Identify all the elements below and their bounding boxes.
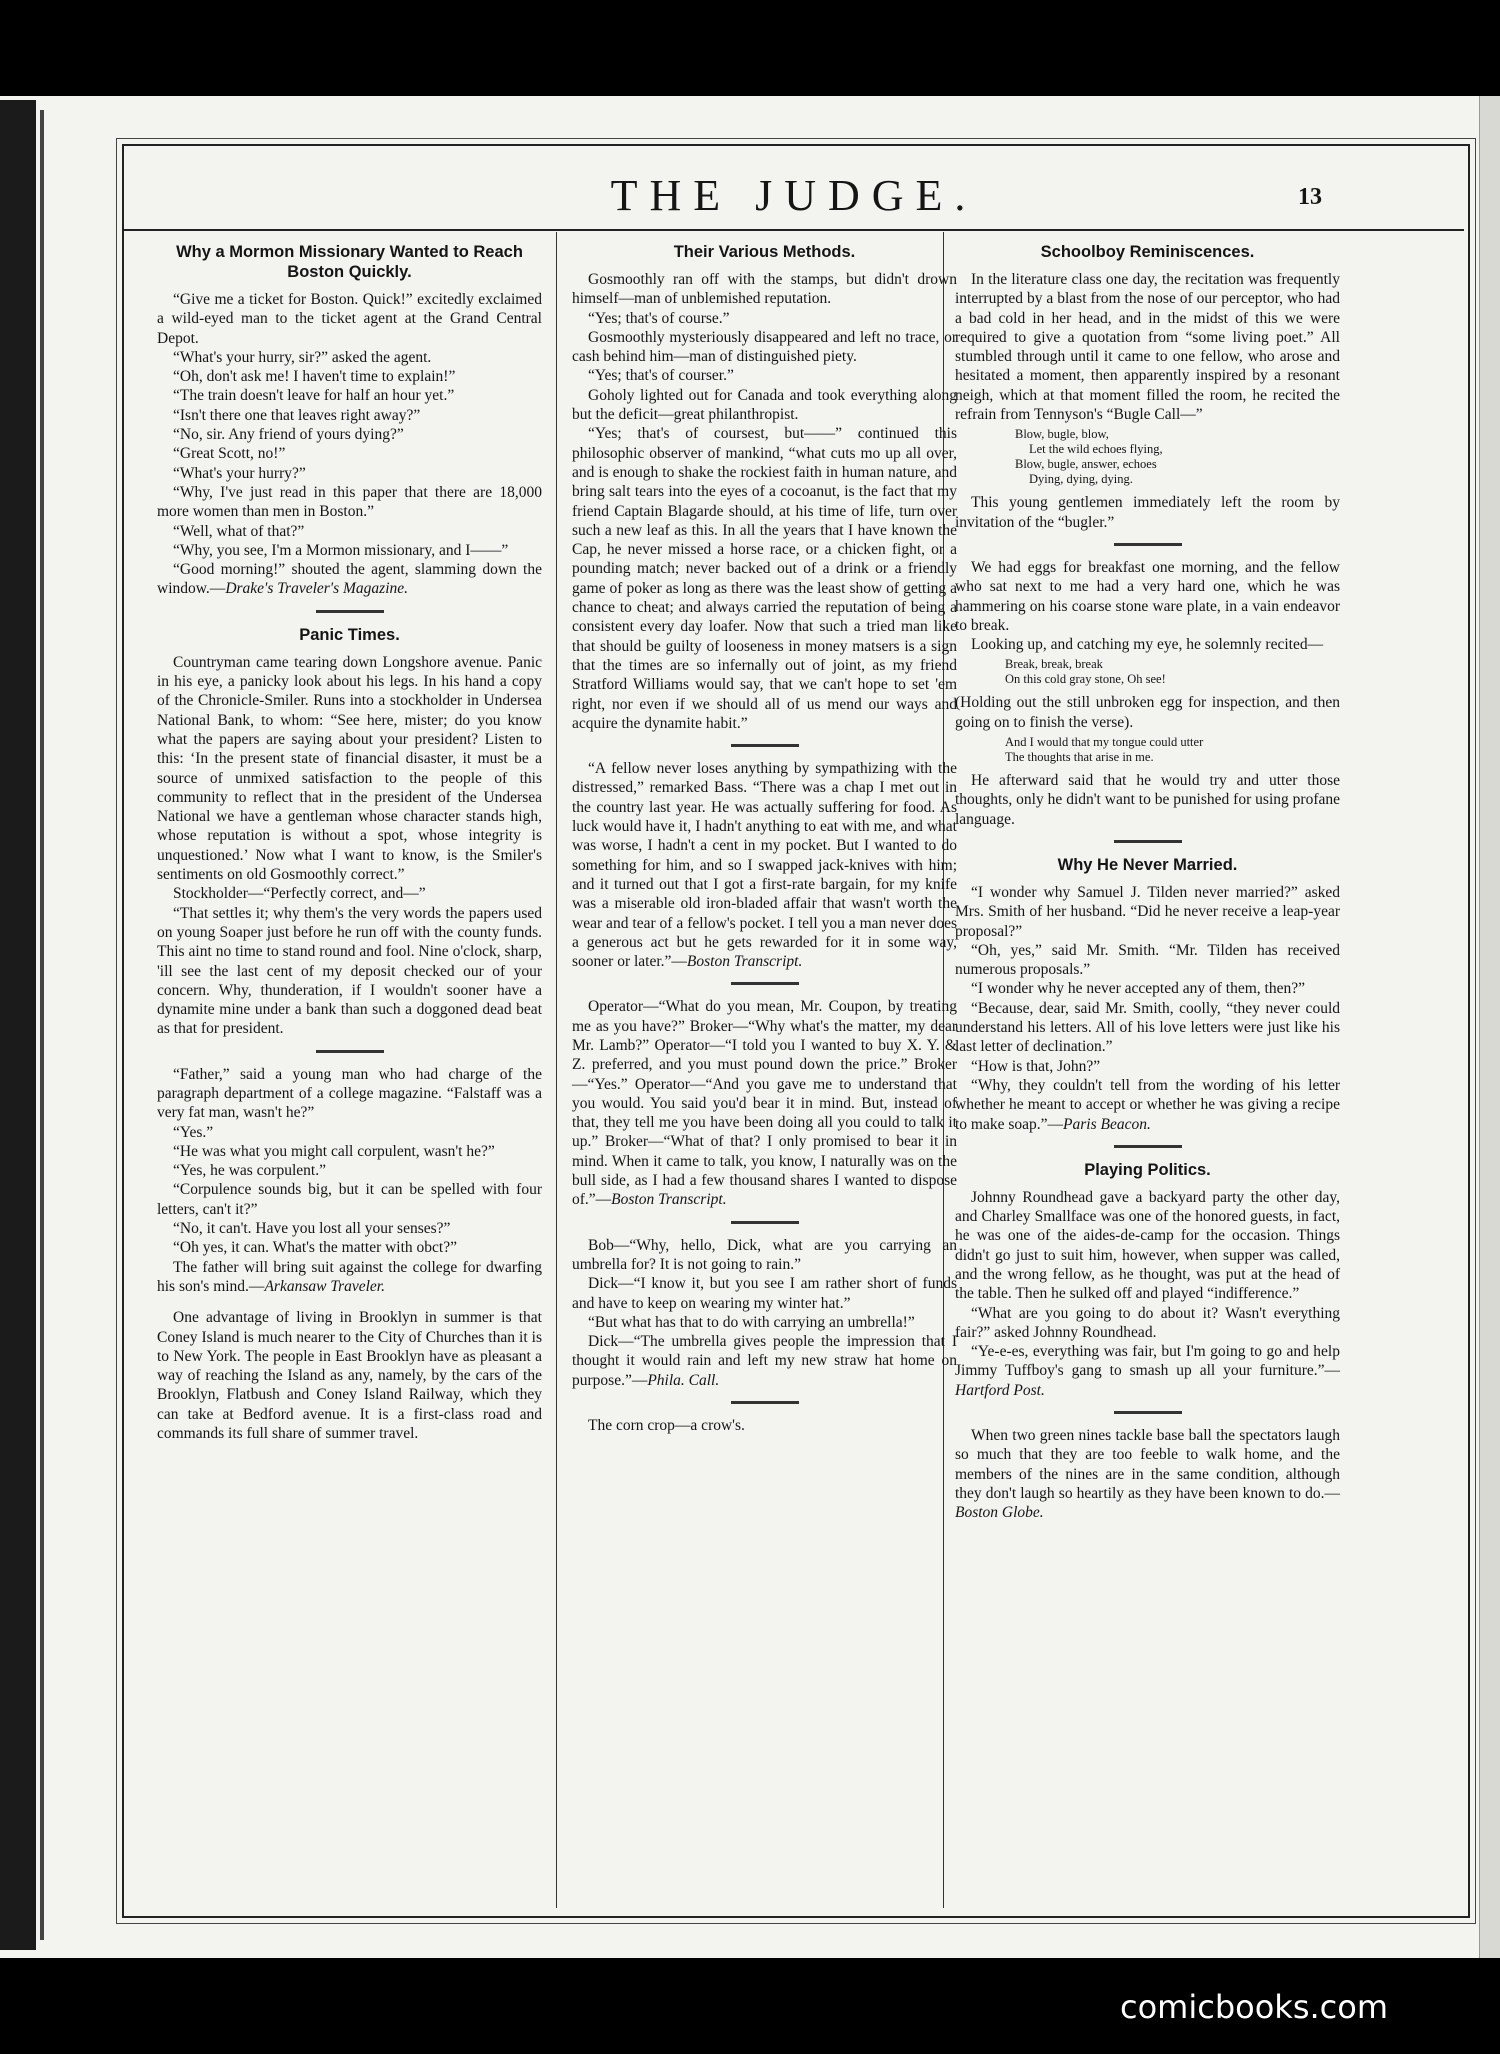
paragraph: “Oh, yes,” said Mr. Smith. “Mr. Tilden has received numerous proposals.” xyxy=(955,941,1340,979)
column-1 xyxy=(157,236,542,1443)
article-title: Their Various Methods. xyxy=(673,243,856,261)
paragraph xyxy=(157,560,542,599)
separator-rule xyxy=(1114,1145,1182,1148)
article-title: Why a Mormon Missionary Wanted to Reach Boston Quickly. xyxy=(176,243,523,281)
page-number: 13 xyxy=(1298,184,1322,210)
paragraph: “Oh, don't ask me! I haven't time to explain!” xyxy=(173,368,456,386)
page-edge xyxy=(1479,96,1500,1958)
paragraph: “Yes; that's of coursest, but——” continued this philosophic observer of mankind, “what cuts mo up all over, and is enough to shake the rockiest faith in human nature, and bring salt tears into the eyes of a cocoanut, is the fact that my friend Captain Blagarde should, at his time of life, turn over such a new leaf as this. In all the years that I have known the Cap, he never missed a horse race, or a chicken fight, or a pounding match; never backed out of a drink or a friendly game of poker as long as there was the least show of getting a chance to cheat; and always carried the reputation of being a consistent every day loafer. Now that such a tried man like that should be guilty of looseness in money matsers is a sign that the times are so infernally out of joint, as my friend Stratford Williams would say, that we can't hope to set 'em right, nor even if we should all of us mend our ways and acquire the dynamite habit.” xyxy=(572,425,957,732)
paragraph: “Give me a ticket for Boston. Quick!” excitedly exclaimed a wild-eyed man to the ticket agent at the Grand Central Depot. xyxy=(157,291,542,347)
paragraph: This young gentlemen immediately left the room by invitation of the “bugler.” xyxy=(955,494,1340,531)
paragraph-text: The father will bring suit against the college for dwarfing his son's mind.— xyxy=(157,1258,542,1295)
paragraph-text: When two green nines tackle base ball the spectators laugh so much that they are too feeble to walk home, and the members of the nines are in the same condition, although they don't laugh so heartily as they have been known to do.— xyxy=(955,1427,1340,1502)
paragraph xyxy=(572,997,957,1209)
verse xyxy=(1005,657,1340,687)
paragraph: (Holding out the still unbroken egg for inspection, and then going on to finish the verse). xyxy=(955,694,1340,731)
paragraph: Gosmoothly mysteriously disappeared and left no trace, or cash behind him—man of distinguished piety. xyxy=(572,328,957,366)
paragraph: “No, sir. Any friend of yours dying?” xyxy=(173,426,404,444)
site-watermark: comicbooks.com xyxy=(1120,1988,1389,2026)
source-credit: Boston Transcript. xyxy=(611,1191,727,1209)
paragraph: “Yes; that's of course.” xyxy=(588,309,730,327)
paragraph: “Why, I've just read in this paper that there are 18,000 more women than men in Boston.” xyxy=(157,483,542,521)
paragraph: “What's your hurry?” xyxy=(173,464,306,482)
source-credit: Hartford Post. xyxy=(955,1381,1045,1399)
paragraph: One advantage of living in Brooklyn in summer is that Coney Island is much nearer to the City of Churches than it is to New York. The people in East Brooklyn have as pleasant a way of reaching the Island as any, namely, by the cars of the Brooklyn, Flatbush and Coney Island Railway, which they can take at Bedford avenue. It is a first-class road and commands its full share of summer travel. xyxy=(157,1309,542,1443)
paragraph xyxy=(157,1258,542,1297)
paragraph xyxy=(955,1076,1340,1134)
verse-line: Blow, bugle, answer, echoes xyxy=(1015,457,1157,472)
article-title: Panic Times. xyxy=(299,625,400,644)
source-credit: Drake's Traveler's Magazine. xyxy=(225,580,409,598)
verse-line: Let the wild echoes flying, xyxy=(1029,442,1163,457)
paragraph: “That settles it; why them's the very words the papers used on young Soaper just before he run off with the county funds. This aint no time to stand round and fool. Nine o'clock, sharp, 'ill see the last cent of my deposit checked our of your concern. Why, thunderation, if I wouldn't sooner have a dynamite mine under a bank than such a doggoned dead beat as that for president. xyxy=(157,904,542,1038)
page-gutter-line xyxy=(40,110,44,1940)
verse-line: Dying, dying, dying. xyxy=(1029,472,1133,487)
column-divider xyxy=(556,232,557,1908)
paragraph: “The train doesn't leave for half an hour yet.” xyxy=(173,387,455,405)
source-credit: Boston Globe. xyxy=(955,1504,1044,1522)
verse-line: The thoughts that arise in me. xyxy=(1005,750,1154,765)
paragraph: He afterward said that he would try and utter those thoughts, only he didn't want to be punished for using profane language. xyxy=(955,772,1340,828)
verse-line: Blow, bugle, blow, xyxy=(1015,427,1109,442)
article-title: Schoolboy Reminiscences. xyxy=(1040,243,1255,261)
paragraph: “No, it can't. Have you lost all your senses?” xyxy=(173,1220,451,1238)
paragraph: “Yes; that's of courser.” xyxy=(588,367,734,385)
separator-rule xyxy=(731,744,799,747)
verse xyxy=(1005,735,1340,765)
separator-rule xyxy=(731,1401,799,1404)
paragraph: “Corpulence sounds big, but it can be spelled with four letters, can't it?” xyxy=(157,1181,542,1218)
paragraph-text: “A fellow never loses anything by sympathizing with the distressed,” remarked Bass. “There was a chap I met out in the country last year. He was actually suffering for food. As luck would have it, I hadn't anything to eat with me, and what was worse, I hadn't a cent in my pocket. But I wanted to do something for him, and so I swapped jack-knives with him; and it turned out that I got a first-rate bargain, for my knife was a miserable old iron-bladed affair that wasn't worth the wear and tear of a fellow's pocket. I tell you a man never does a generous act but he gets rewarded for it in some way, sooner or later.”— xyxy=(572,760,957,971)
paragraph xyxy=(955,1426,1340,1522)
paragraph-text: Operator—“What do you mean, Mr. Coupon, by treating me as you have?” Broker—“Why what's the matter, my dear Mr. Lamb?” Operator—“I told you I wanted to buy X. Y. & Z. preferred, and you must pound down the price.” Broker—“Yes.” Operator—“And you gave me to understand that you would. You said you'd bear it in mind. But, instead of that, they tell me you have been doing all you could to talk it up.” Broker—“What of that? I only promised to bear it in mind. When it came to talk, you know, I naturally was on the bull side, as I had a few thousand shares I wanted to dispose of.”— xyxy=(572,998,957,1209)
paragraph xyxy=(572,1332,957,1390)
separator-rule xyxy=(316,610,384,613)
paragraph: “But what has that to do with carrying an umbrella!” xyxy=(588,1313,915,1331)
article-title: Why He Never Married. xyxy=(1057,855,1238,874)
paragraph: “What are you going to do about it? Wasn't everything fair?” asked Johnny Roundhead. xyxy=(955,1304,1340,1341)
paragraph: “Yes.” xyxy=(173,1123,214,1141)
paragraph: “He was what you might call corpulent, wasn't he?” xyxy=(173,1142,495,1160)
source-credit: Paris Beacon. xyxy=(1063,1115,1151,1133)
paragraph: Johnny Roundhead gave a backyard party the other day, and Charley Smallface was one of the honored guests, in fact, he was one of the aides-de-camp for the occasion. Things didn't go just to suit him, however, when supper was called, and the wrong fellow, as he thought, was put at the head of the table. Then he sulked off and played “indifference.” xyxy=(955,1188,1340,1303)
article-title: Playing Politics. xyxy=(1084,1160,1211,1179)
separator-rule xyxy=(1114,1411,1182,1414)
source-credit: Boston Transcript. xyxy=(686,953,803,971)
column-3 xyxy=(955,236,1340,1523)
paragraph-text: “Ye-e-es, everything was fair, but I'm going to go and help Jimmy Tuffboy's gang to smash up all your furniture.”— xyxy=(955,1343,1340,1380)
paragraph xyxy=(572,759,957,971)
paragraph: Looking up, and catching my eye, he solemnly recited— xyxy=(971,636,1324,654)
source-credit: Phila. Call. xyxy=(647,1371,720,1389)
paragraph: The corn crop—a crow's. xyxy=(588,1417,745,1435)
paragraph: Dick—“I know it, but you see I am rather short of funds and have to keep on wearing my winter hat.” xyxy=(572,1275,957,1312)
paragraph: “Oh yes, it can. What's the matter with obct?” xyxy=(173,1239,457,1257)
paragraph-text: Dick—“The umbrella gives people the impression that I thought it would rain and left my new straw hat home on purpose.”— xyxy=(572,1333,957,1389)
separator-rule xyxy=(731,1221,799,1224)
paragraph: “Yes, he was corpulent.” xyxy=(173,1162,326,1180)
paragraph: Goholy lighted out for Canada and took everything along but the deficit—great philanthropist. xyxy=(572,386,957,424)
paragraph: “Well, what of that?” xyxy=(173,522,305,540)
paragraph: Bob—“Why, hello, Dick, what are you carrying an umbrella for? It is not going to rain.” xyxy=(572,1236,957,1273)
paragraph: “Great Scott, no!” xyxy=(173,445,286,463)
separator-rule xyxy=(1114,543,1182,546)
separator-rule xyxy=(1114,840,1182,843)
paragraph: “How is that, John?” xyxy=(971,1057,1101,1075)
paragraph: Stockholder—“Perfectly correct, and—” xyxy=(173,885,426,903)
paragraph: “What's your hurry, sir?” asked the agent. xyxy=(173,348,432,366)
paragraph-text: “Good morning!” shouted the agent, slamming down the window.— xyxy=(157,561,542,598)
verse-line: On this cold gray stone, Oh see! xyxy=(1005,672,1166,687)
paragraph: In the literature class one day, the recitation was frequently interrupted by a blast from the nose of our perceptor, who had a bad cold in her head, and in the midst of this we were required to give a quotation from “some living poet.” All stumbled through until it came to one fellow, who arose and hesitated a moment, then apparently inspired by a resonant neigh, which at that moment filled the room, he recited the refrain from Tennyson's “Bugle Call—” xyxy=(955,271,1340,424)
separator-rule xyxy=(316,1050,384,1053)
paragraph: We had eggs for breakfast one morning, and the fellow who sat next to me had a very hard one, which he was hammering on his coarse stone ware plate, in a vain endeavor to break. xyxy=(955,558,1340,634)
paragraph-text: “Why, they couldn't tell from the wording of his letter whether he meant to accept or whether he was giving a recipe to make soap.”— xyxy=(955,1076,1340,1133)
paragraph xyxy=(955,1342,1340,1400)
separator-rule xyxy=(731,982,799,985)
paragraph: “I wonder why he never accepted any of them, then?” xyxy=(971,980,1305,998)
verse-line: Break, break, break xyxy=(1005,657,1103,672)
page-gutter xyxy=(0,100,36,1950)
paragraph: “Father,” said a young man who had charge of the paragraph department of a college magazine. “Falstaff was a very fat man, wasn't he?” xyxy=(157,1065,542,1122)
paragraph: “Why, you see, I'm a Mormon missionary, and I——” xyxy=(173,541,509,559)
paragraph: “Because, dear, said Mr. Smith, coolly, “they never could understand his letters. All of his love letters were just like his last letter of declination.” xyxy=(955,999,1340,1056)
verse-line: And I would that my tongue could utter xyxy=(1005,735,1204,750)
masthead-rule xyxy=(124,229,1464,231)
column-2 xyxy=(572,236,957,1435)
paragraph: “I wonder why Samuel J. Tilden never married?” asked Mrs. Smith of her husband. “Did he never receive a leap-year proposal?” xyxy=(955,883,1340,940)
masthead-title: THE JUDGE. xyxy=(610,171,978,220)
paragraph: Gosmoothly ran off with the stamps, but didn't drown himself—man of unblemished reputation. xyxy=(572,271,957,308)
paragraph: Countryman came tearing down Longshore avenue. Panic in his eye, a panicky look about his legs. In his hand a copy of the Chronicle-Smiler. Runs into a stockholder in Undersea National Bank, to whom: “See here, mister; do you know what the papers are saying about your president? Listen to this: ‘In the present state of financial disaster, it must be a source of unmixed satisfaction to the people of this community to reflect that in the president of the Undersea National we have a gentleman whose character stands high, whose reputation is without a spot, whose integrity is unquestioned.’ Now what I want to know, is the Smiler's sentiments on old Gosmoothly correct.” xyxy=(157,653,542,884)
paragraph: “Isn't there one that leaves right away?” xyxy=(173,406,421,424)
verse xyxy=(1015,427,1340,487)
source-credit: Arkansaw Traveler. xyxy=(264,1277,385,1295)
